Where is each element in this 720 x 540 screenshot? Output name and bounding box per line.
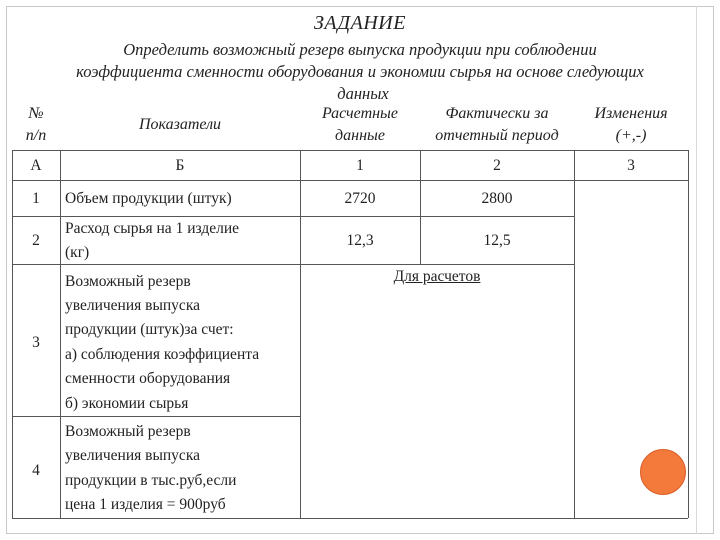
row1-actual: 2800 bbox=[481, 190, 513, 207]
grid-line bbox=[574, 150, 575, 518]
row3-num: 3 bbox=[32, 334, 40, 351]
header-actual-line1: Фактически за bbox=[445, 105, 549, 122]
row1-planned: 2720 bbox=[344, 190, 376, 207]
row1-indicator: Объем продукции (штук) bbox=[65, 190, 232, 207]
grid-line bbox=[12, 518, 688, 519]
header-change-line1: Изменения bbox=[594, 105, 668, 122]
index-num: А bbox=[30, 157, 42, 174]
index-indicators: Б bbox=[175, 157, 185, 174]
grid-line bbox=[12, 416, 300, 417]
row4-indicator-line1: Возможный резерв bbox=[65, 423, 191, 440]
row3-indicator-line5: сменности оборудования bbox=[65, 370, 231, 387]
row4-indicator-line2: увеличения выпуска bbox=[65, 447, 200, 464]
subtitle-line-1: Определить возможный резерв выпуска продукции при соблюдении bbox=[123, 40, 597, 59]
index-planned: 1 bbox=[356, 157, 364, 174]
grid-line bbox=[688, 150, 689, 518]
row1-num: 1 bbox=[32, 190, 40, 207]
header-actual-line2: отчетный период bbox=[435, 127, 559, 144]
row2-indicator-line2: (кг) bbox=[65, 244, 90, 261]
grid-line bbox=[12, 150, 688, 151]
header-planned-line1: Расчетные bbox=[321, 105, 398, 122]
index-actual: 2 bbox=[493, 157, 501, 174]
row3-indicator-line2: увеличения выпуска bbox=[65, 297, 200, 314]
header-num-line2: п/п bbox=[25, 127, 47, 144]
row3-indicator-line6: б) экономии сырья bbox=[65, 395, 189, 412]
grid-line bbox=[60, 150, 61, 518]
subtitle-line-2: коэффициента сменности оборудования и экономии сырья на основе следующих bbox=[76, 62, 644, 81]
grid-line bbox=[12, 264, 574, 265]
subtitle-line-3: данных bbox=[337, 84, 389, 103]
grid-line bbox=[12, 180, 688, 181]
frame-side-line bbox=[696, 6, 697, 534]
row4-indicator-line4: цена 1 изделия = 900руб bbox=[65, 496, 226, 513]
header-planned-line2: данные bbox=[335, 127, 385, 144]
header-indicators: Показатели bbox=[138, 116, 222, 133]
row4-indicator-line3: продукции в тыс.руб,если bbox=[65, 472, 237, 489]
calculations-note: Для расчетов bbox=[393, 268, 481, 285]
row2-indicator-line1: Расход сырья на 1 изделие bbox=[65, 220, 240, 237]
row3-indicator-line4: а) соблюдения коэффициента bbox=[65, 346, 260, 363]
slide-title: ЗАДАНИЕ bbox=[314, 12, 406, 34]
row2-num: 2 bbox=[32, 232, 40, 249]
row3-indicator-line1: Возможный резерв bbox=[65, 273, 191, 290]
row2-actual: 12,5 bbox=[483, 232, 511, 249]
grid-line bbox=[12, 216, 574, 217]
row3-indicator-line3: продукции (штук)за счет: bbox=[65, 321, 234, 338]
header-change-line2: (+,-) bbox=[615, 127, 647, 144]
row2-planned: 12,3 bbox=[346, 232, 374, 249]
row4-num: 4 bbox=[32, 462, 40, 479]
index-change: 3 bbox=[627, 157, 635, 174]
header-num-line1: № bbox=[28, 105, 44, 122]
decorative-circle bbox=[640, 449, 686, 495]
